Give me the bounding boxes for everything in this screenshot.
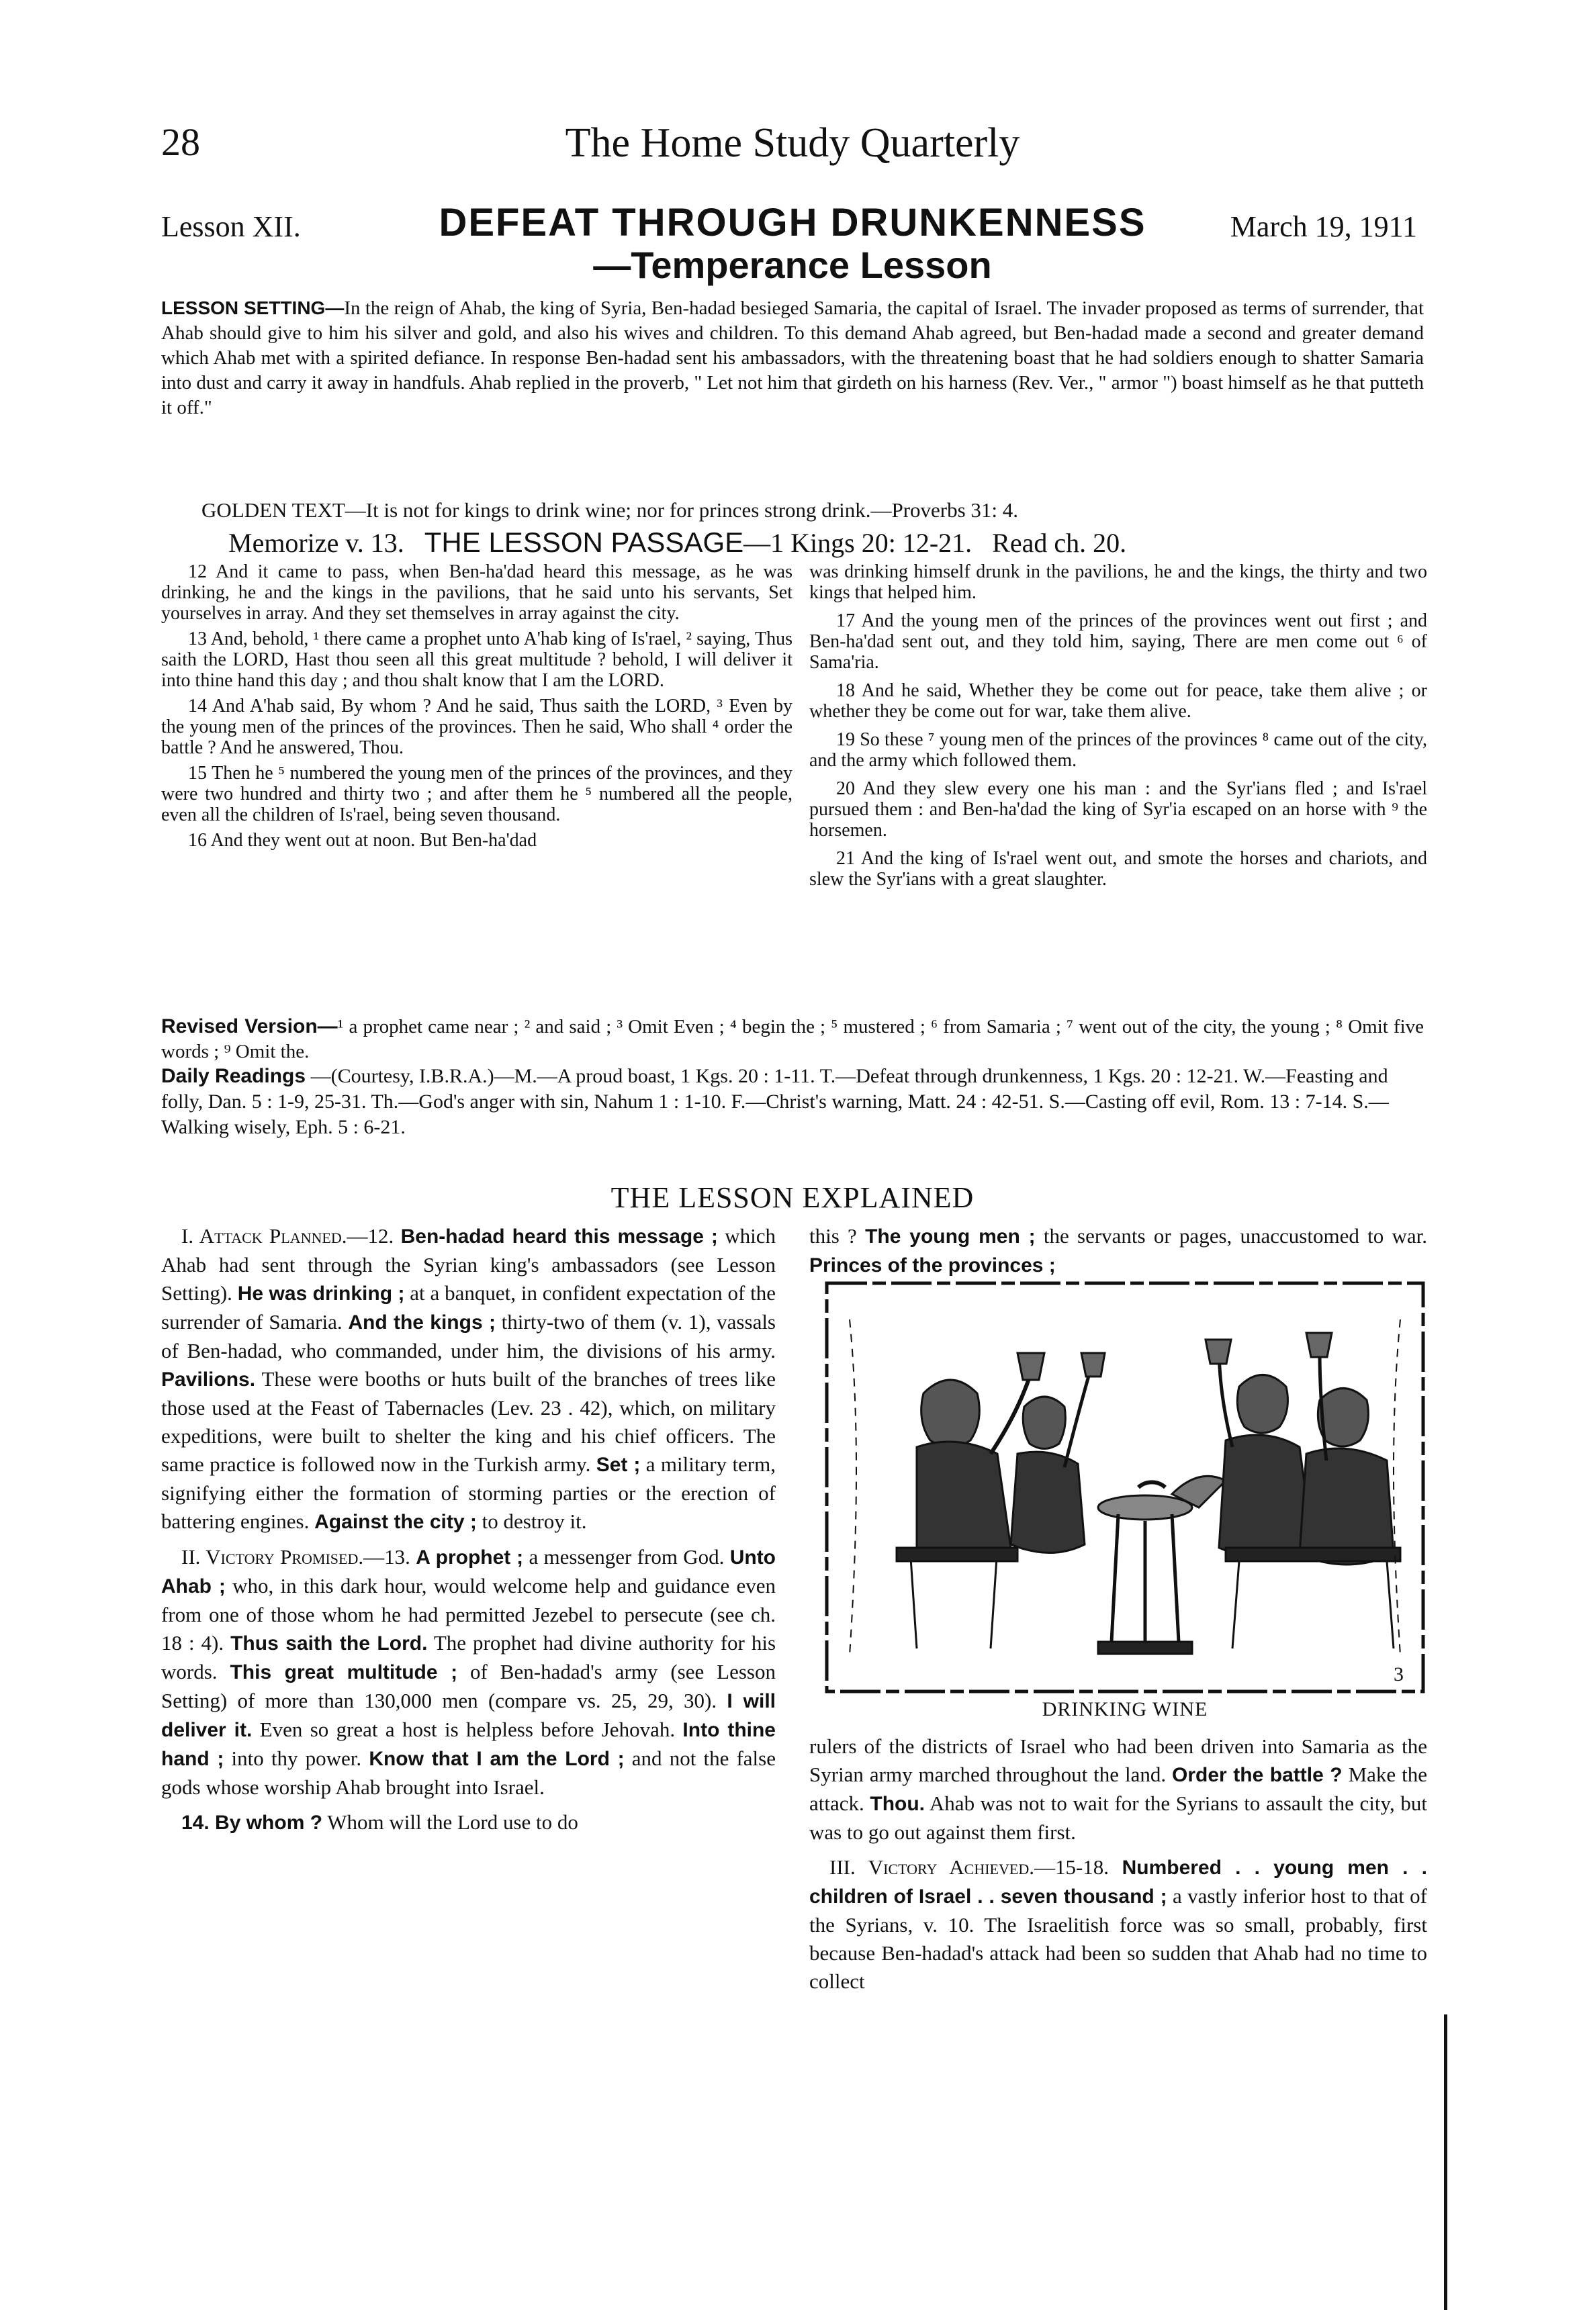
body-text: into thy power. bbox=[224, 1747, 369, 1770]
explained-right-top bbox=[809, 1222, 1427, 1280]
section-victory-achieved bbox=[809, 1853, 1427, 1996]
body-text: Even so great a host is helpless before Jehovah. bbox=[252, 1718, 683, 1741]
daily-readings-text: —(Courtesy, I.B.R.A.)—M.—A proud boast, 1 Kgs. 20 : 1-11. T.—Defeat through drunkenness, 1 Kgs. 20 : 12-21. W.—Feasting and folly, Dan. 5 : 1-9, 25-31. Th.—God's anger with sin, Nahum 1 : 1-10. F.—Christ's warning, Matt. 24 : 42-51. S.—Casting off evil, Rom. 13 : 7-14. S.—Walking wisely, Eph. 5 : 6-21. bbox=[161, 1065, 1389, 1138]
memorize-line bbox=[228, 526, 1431, 559]
golden-text: GOLDEN TEXT—It is not for kings to drink wine; nor for princes strong drink.—Proverbs 31: 4. bbox=[201, 498, 1019, 522]
scripture-verse: 13 And, behold, ¹ there came a prophet unto A'hab king of Is'rael, ² saying, Thus saith the LORD, Hast thou seen all this great multitude ? behold, I will deliver it into thine hand this day ; and thou shalt know that I am the LORD. bbox=[161, 629, 792, 691]
body-text: rulers of the districts of Israel who had been driven into Samaria as the Syrian army marched throughout the land. bbox=[809, 1734, 1427, 1786]
lesson-setting-label: LESSON SETTING— bbox=[161, 297, 345, 318]
scripture-verse: 20 And they slew every one his man : and the Syr'ians fled ; and Is'rael pursued them : and Ben-ha'dad the king of Syr'ia escaped on an horse with ⁹ the horsemen. bbox=[809, 778, 1427, 841]
keyword: Thus saith the Lord. bbox=[230, 1632, 428, 1655]
revised-version-text: ¹ a prophet came near ; ² and said ; ³ Omit Even ; ⁴ begin the ; ⁵ mustered ; ⁶ from Samaria ; ⁷ went out of the city, the young ; ⁸ Omit five words ; ⁹ Omit the. bbox=[161, 1016, 1424, 1062]
keyword: The young men ; bbox=[865, 1225, 1036, 1248]
scripture-verse: 14 And A'hab said, By whom ? And he said, Thus saith the LORD, ³ Even by the young men of the princes of the provinces. Then he said, Who shall ⁴ order the battle ? And he answered, Thou. bbox=[161, 696, 792, 758]
section-heading: I. Attack Planned.—12. bbox=[181, 1224, 394, 1248]
body-text: Whom will the Lord use to do bbox=[322, 1810, 578, 1834]
keyword: This great multitude ; bbox=[230, 1661, 458, 1683]
keyword: Pavilions. bbox=[161, 1368, 256, 1391]
keyword: I will deliver it. bbox=[161, 1690, 776, 1741]
keyword: Set ; bbox=[596, 1454, 641, 1476]
keyword: Know that I am the Lord ; bbox=[369, 1748, 625, 1770]
keyword: Against the city ; bbox=[314, 1511, 477, 1533]
drinking-wine-illustration bbox=[823, 1279, 1427, 1695]
body-text: These were booths or huts built of the branches of trees like those used at the Feast of Tabernacles (Lev. 23 . 42), which, on military expeditions, were built to shelter the king and his chief officers. The same practice is followed now in the Turkish army. bbox=[161, 1367, 776, 1476]
body-text: and not the false gods whose worship Ahab brought into Israel. bbox=[161, 1747, 776, 1799]
revised-version-label: Revised Version— bbox=[161, 1015, 338, 1037]
section-heading: II. Victory Promised.—13. bbox=[181, 1545, 410, 1569]
lesson-subtitle: —Temperance Lesson bbox=[593, 244, 992, 286]
explained-left-column bbox=[161, 1222, 776, 1844]
page-number: 28 bbox=[161, 120, 200, 164]
section-victory-promised bbox=[161, 1543, 776, 1802]
keyword: Into thine hand ; bbox=[161, 1719, 776, 1770]
lesson-date: March 19, 1911 bbox=[1230, 210, 1417, 243]
margin-rule bbox=[1444, 2014, 1447, 2310]
lesson-number: Lesson XII. bbox=[161, 210, 301, 243]
body-text: to destroy it. bbox=[476, 1509, 587, 1533]
scripture-left-column bbox=[161, 561, 792, 855]
scripture-verse: was drinking himself drunk in the pavilions, he and the kings, the thirty and two kings that helped him. bbox=[809, 561, 1427, 603]
body-text: a military term, signifying either the formation of storming parties or the erection of battering engines. bbox=[161, 1452, 776, 1533]
drinking-wine-figure bbox=[823, 1279, 1427, 1729]
figure-corner-number: 3 bbox=[1394, 1663, 1404, 1685]
keyword: Ben-hadad heard this message ; bbox=[400, 1225, 718, 1248]
body-text: of Ben-hadad's army (see Lesson Setting) of more than 130,000 men (compare vs. 25, 29, 30). bbox=[161, 1660, 776, 1712]
memorize-verse: Memorize v. 13. bbox=[228, 528, 404, 558]
body-text: The prophet had divine authority for his words. bbox=[161, 1631, 776, 1683]
daily-readings bbox=[161, 1064, 1424, 1140]
scripture-verse: 21 And the king of Is'rael went out, and smote the horses and chariots, and slew the Syr'ians with a great slaughter. bbox=[809, 848, 1427, 890]
body-text: a messenger from God. bbox=[523, 1545, 730, 1569]
body-text: at a banquet, in confident expectation of the surrender of Samaria. bbox=[161, 1281, 776, 1334]
lesson-setting-text: In the reign of Ahab, the king of Syria, Ben-hadad besieged Samaria, the capital of Israel. The invader proposed as terms of surrender, that Ahab should give to him his silver and gold, and also his wives and children. To this demand Ahab agreed, but Ben-hadad made a second and greater demand which Ahab met with a spirited defiance. In response Ben-hadad sent his ambassadors, with the threatening boast that he had soldiers enough to shatter Samaria into dust and carry it away in handfuls. Ahab replied in the proverb, " Let not him that girdeth on his harness (Rev. Ver., " armor ") boast himself as he that putteth it off." bbox=[161, 297, 1424, 418]
scripture-verse: 12 And it came to pass, when Ben-ha'dad heard this message, as he was drinking, he and the kings in the pavilions, that he said unto his servants, Set yourselves in array. And they set themselves in array against the city. bbox=[161, 561, 792, 624]
lesson-setting bbox=[161, 295, 1424, 420]
keyword: Numbered . . young men . . children of Israel . . seven thousand ; bbox=[809, 1857, 1427, 1908]
scripture-verse: 15 Then he ⁵ numbered the young men of the princes of the provinces, and they were two hundred and thirty two ; and after them he ⁵ numbered all the people, even all the children of Is'rael, being seven thousand. bbox=[161, 763, 792, 825]
lesson-explained-heading: THE LESSON EXPLAINED bbox=[610, 1181, 975, 1214]
keyword: Thou. bbox=[870, 1793, 925, 1815]
revised-version bbox=[161, 1014, 1424, 1064]
keyword: He was drinking ; bbox=[237, 1283, 405, 1305]
body-text: a vastly inferior host to that of the Syrians, v. 10. The Israelitish force was so small, probably, first because Ben-hadad's attack had been so sudden that Ahab had no time to collect bbox=[809, 1884, 1427, 1993]
keyword: Order the battle ? bbox=[1172, 1764, 1343, 1786]
section-attack-planned bbox=[161, 1222, 776, 1536]
section-by-whom bbox=[161, 1808, 776, 1837]
body-text: this ? bbox=[809, 1224, 866, 1248]
lesson-passage-label: THE LESSON PASSAGE bbox=[424, 526, 744, 558]
body-text: which Ahab had sent through the Syrian king's ambassadors (see Lesson Setting). bbox=[161, 1224, 776, 1305]
keyword: Princes of the provinces ; bbox=[809, 1254, 1056, 1276]
scripture-verse: 19 So these ⁷ young men of the princes of the provinces ⁸ came out of the city, and the army which followed them. bbox=[809, 729, 1427, 771]
lesson-passage-ref: —1 Kings 20: 12-21. bbox=[743, 528, 972, 558]
body-text: who, in this dark hour, would welcome help and guidance even from one of those whom he had permitted Jezebel to persecute (see ch. 18 : 4). bbox=[161, 1574, 776, 1655]
section-heading: III. Victory Achieved.—15-18. bbox=[829, 1855, 1110, 1879]
body-text: the servants or pages, unaccustomed to war. bbox=[1035, 1224, 1427, 1248]
lesson-title: DEFEAT THROUGH DRUNKENNESS bbox=[439, 201, 1146, 244]
explained-right-bottom bbox=[809, 1732, 1427, 2002]
keyword: 14. By whom ? bbox=[181, 1812, 323, 1834]
scripture-right-column bbox=[809, 561, 1427, 897]
keyword: And the kings ; bbox=[348, 1311, 496, 1334]
body-text: Make the attack. bbox=[809, 1763, 1427, 1815]
keyword: Unto Ahab ; bbox=[161, 1546, 776, 1597]
body-text: thirty-two of them (v. 1), vassals of Ben-hadad, who commanded, under him, the divisions of his army. bbox=[161, 1310, 776, 1362]
figure-caption: DRINKING WINE bbox=[1042, 1698, 1208, 1720]
body-text: Ahab was not to wait for the Syrians to assault the city, but was to go out against them first. bbox=[809, 1792, 1427, 1844]
read-chapter: Read ch. 20. bbox=[992, 528, 1127, 558]
scripture-verse: 18 And he said, Whether they be come out for peace, take them alive ; or whether they be come out for war, take them alive. bbox=[809, 680, 1427, 722]
scripture-verse: 17 And the young men of the princes of the provinces went out first ; and Ben-ha'dad sent out, and they told him, saying, There are men come out ⁶ of Sama'ria. bbox=[809, 610, 1427, 673]
journal-title: The Home Study Quarterly bbox=[565, 120, 1020, 166]
paragraph bbox=[809, 1732, 1427, 1847]
keyword: A prophet ; bbox=[416, 1546, 524, 1569]
daily-readings-label: Daily Readings bbox=[161, 1065, 306, 1087]
scripture-verse: 16 And they went out at noon. But Ben-ha'dad bbox=[188, 830, 537, 851]
